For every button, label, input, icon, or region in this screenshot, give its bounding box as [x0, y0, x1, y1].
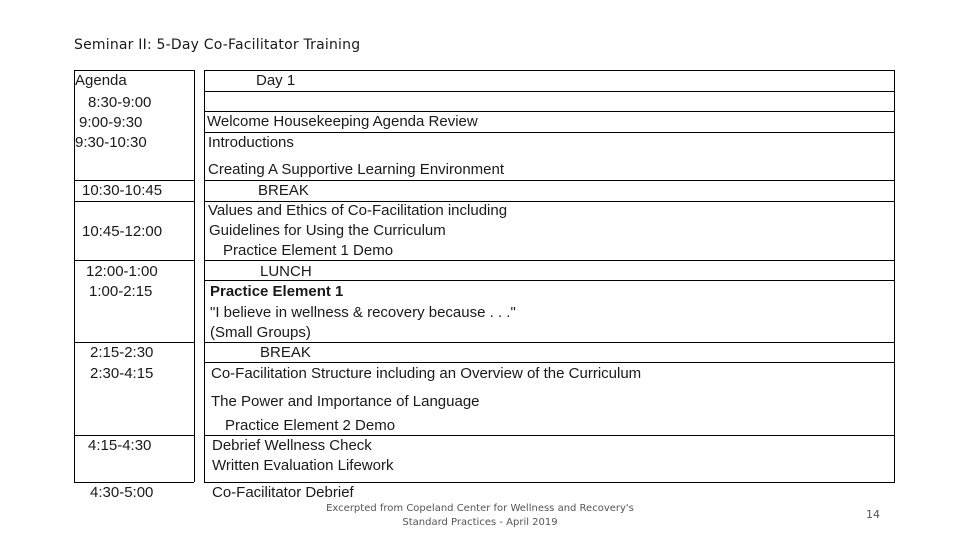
agenda-item: The Power and Importance of Language — [211, 393, 480, 410]
row-divider — [204, 180, 895, 181]
row-divider — [74, 260, 194, 261]
agenda-item: Practice Element 2 Demo — [225, 417, 396, 434]
time-cell: 8:30-9:00 — [88, 94, 152, 111]
row-divider — [204, 260, 895, 261]
agenda-item: Co-Facilitation Structure including an Overview of the Curriculum — [211, 365, 642, 382]
footer-line: Excerpted from Copeland Center for Wellness and Recovery's — [326, 503, 634, 514]
time-cell: 4:15-4:30 — [88, 437, 152, 454]
column-border — [74, 70, 75, 482]
agenda-header: Agenda — [75, 72, 127, 89]
row-divider — [204, 111, 895, 112]
agenda-item: Practice Element 1 — [210, 283, 344, 300]
agenda-item: Welcome Housekeeping Agenda Review — [207, 113, 478, 130]
time-cell: 12:00-1:00 — [86, 263, 158, 280]
agenda-item: Creating A Supportive Learning Environment — [208, 161, 505, 178]
row-divider — [74, 70, 194, 71]
agenda-item: Guidelines for Using the Curriculum — [209, 222, 446, 239]
column-border — [194, 70, 195, 482]
agenda-item: Written Evaluation Lifework — [212, 457, 394, 474]
slide-title: Seminar II: 5-Day Co-Facilitator Training — [74, 37, 361, 53]
agenda-item: Co-Facilitator Debrief — [212, 484, 354, 501]
agenda-item: BREAK — [260, 344, 311, 361]
source-footer — [300, 502, 660, 530]
time-cell: 2:30-4:15 — [90, 365, 154, 382]
row-divider — [204, 435, 895, 436]
row-divider — [74, 201, 194, 202]
column-border — [204, 70, 205, 482]
row-divider — [204, 132, 895, 133]
agenda-item: Values and Ethics of Co-Facilitation including — [208, 202, 508, 219]
agenda-item: (Small Groups) — [210, 324, 311, 341]
row-divider — [204, 70, 895, 71]
time-cell: 10:30-10:45 — [82, 182, 163, 199]
row-divider — [204, 482, 895, 483]
row-divider — [204, 362, 895, 363]
row-divider — [204, 342, 895, 343]
agenda-item: Practice Element 1 Demo — [223, 242, 394, 259]
day-header: Day 1 — [256, 72, 296, 89]
time-cell: 2:15-2:30 — [90, 344, 154, 361]
agenda-item: BREAK — [258, 182, 309, 199]
row-divider — [74, 180, 194, 181]
page-number: 14 — [866, 508, 880, 521]
agenda-item: "I believe in wellness & recovery because . . ." — [210, 304, 516, 321]
agenda-item: Introductions — [208, 134, 294, 151]
row-divider — [74, 482, 194, 483]
row-divider — [74, 435, 194, 436]
time-cell: 4:30-5:00 — [90, 484, 154, 501]
agenda-item: LUNCH — [260, 263, 312, 280]
time-cell: 10:45-12:00 — [82, 223, 163, 240]
time-cell: 1:00-2:15 — [89, 283, 153, 300]
row-divider — [204, 91, 895, 92]
agenda-item: Debrief Wellness Check — [212, 437, 372, 454]
time-cell: 9:00-9:30 — [79, 114, 143, 131]
footer-line: Standard Practices - April 2019 — [402, 517, 558, 528]
column-border — [894, 70, 895, 482]
row-divider — [74, 342, 194, 343]
time-cell: 9:30-10:30 — [75, 134, 147, 151]
